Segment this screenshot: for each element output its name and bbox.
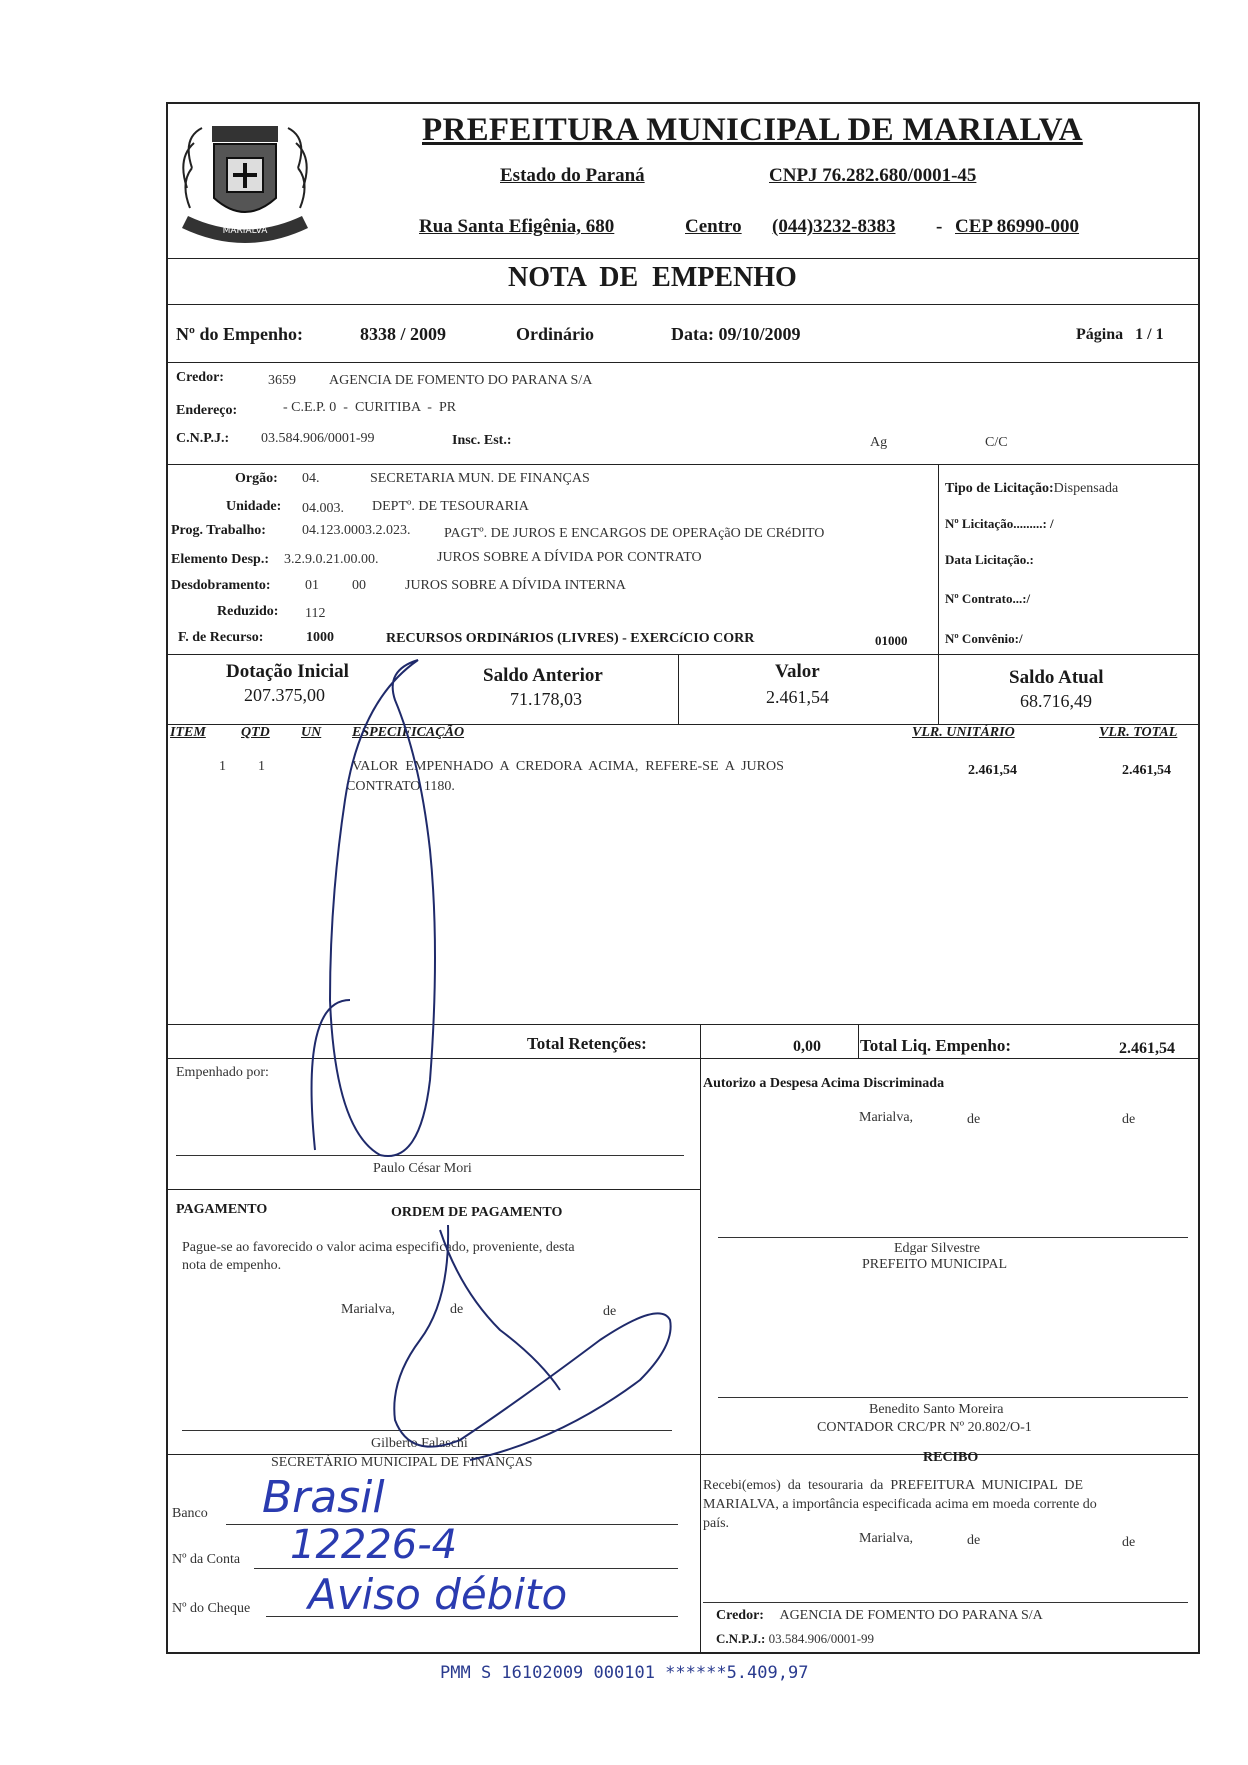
pagamento-signer-role: SECRETÁRIO MUNICIPAL DE FINANÇAS [271,1455,533,1470]
credor-name: AGENCIA DE FOMENTO DO PARANA S/A [329,373,593,388]
pagamento-label: PAGAMENTO [176,1202,268,1217]
saldo-atual-value: 68.716,49 [1020,691,1092,711]
retencoes-value: 0,00 [793,1038,821,1055]
signer1-role: PREFEITO MUNICIPAL [862,1257,1008,1272]
ag-label: Ag [870,435,888,450]
valor-label: Valor [775,661,820,682]
cep-label: CEP 86990-000 [955,216,1080,237]
col-especificacao: ESPECIFICAÇÃO [352,725,465,740]
district-label: Centro [685,216,742,237]
phone-label: (044)3232-8383 [772,216,896,237]
total-liq-label: Total Liq. Empenho: [860,1036,1011,1055]
col-item: ITEM [170,725,206,740]
recibo-city: Marialva, [859,1531,914,1546]
saldo-anterior-value: 71.178,03 [510,689,582,709]
col-qtd: QTD [241,725,270,740]
document-title: NOTA DE EMPENHO [508,262,797,293]
autorizo-label: Autorizo a Despesa Acima Discriminada [703,1076,945,1091]
recibo-text1: Recebi(emos) da tesouraria da PREFEITURA MUNICIPAL DE [703,1478,1084,1493]
cc-label: C/C [985,435,1008,450]
autorizo-de1: de [967,1112,981,1127]
prog-label: Prog. Trabalho: [171,523,266,538]
numero-convenio: Nº Convênio:/ [945,631,1023,646]
cheque-label: Nº do Cheque [172,1601,251,1616]
col-vlr-total: VLR. TOTAL [1099,725,1178,740]
cnpj-label: CNPJ 76.282.680/0001-45 [769,165,977,186]
prog-name: PAGTº. DE JUROS E ENCARGOS DE OPERAçãO DE CRéDITO [444,526,825,541]
orgao-name: SECRETARIA MUN. DE FINANÇAS [370,471,590,486]
empenho-label: Nº do Empenho: [176,324,303,344]
cnpj-credor-label: C.N.P.J.: [176,431,230,446]
row-unit-value: 2.461,54 [968,763,1017,778]
page-number: Página 1 / 1 [1076,326,1164,343]
desdobramento-code1: 01 [305,578,319,593]
empenhado-label: Empenhado por: [176,1065,269,1080]
desdobramento-label: Desdobramento: [171,578,271,593]
machine-stamp: PMM S 16102009 000101 ******5.409,97 [440,1663,809,1683]
signer2-name: Benedito Santo Moreira [869,1402,1004,1417]
pagamento-city: Marialva, [341,1302,396,1317]
banco-label: Banco [172,1506,208,1521]
reduzido-value: 112 [305,606,326,621]
autorizo-city: Marialva, [859,1110,914,1125]
elemento-label: Elemento Desp.: [171,552,269,567]
recibo-credor [716,1609,1043,1623]
orgao-code: 04. [302,471,320,486]
recibo-de2: de [1122,1535,1136,1550]
recibo-cnpj-value: 03.584.906/0001-99 [768,1631,875,1646]
row-qtd: 1 [258,759,265,774]
signer1-name: Edgar Silvestre [894,1241,980,1256]
recurso-code2: 01000 [875,633,908,648]
recibo-text3: país. [703,1516,730,1531]
recurso-label: F. de Recurso: [178,630,264,645]
retencoes-label: Total Retenções: [527,1034,647,1053]
pagamento-signer: Gilberto Falaschi [371,1436,468,1451]
tipo-licitacao-value: Dispensada [1053,481,1119,496]
recibo-cnpj-label: C.N.P.J.: [716,1631,766,1646]
row-total-value: 2.461,54 [1122,763,1171,778]
empenho-type: Ordinário [516,324,595,344]
page-title: PREFEITURA MUNICIPAL DE MARIALVA [422,112,1083,148]
orgao-label: Orgão: [235,471,278,486]
endereco-label: Endereço: [176,403,238,418]
recibo-credor-value: AGENCIA DE FOMENTO DO PARANA S/A [779,1608,1043,1623]
pagamento-text1: Pague-se ao favorecido o valor acima especificado, proveniente, desta [182,1240,575,1255]
desdobramento-name: JUROS SOBRE A DÍVIDA INTERNA [405,578,626,593]
cheque-handwritten: Aviso débito [308,1570,568,1619]
dotacao-label: Dotação Inicial [226,661,349,682]
saldo-atual-label: Saldo Atual [1009,667,1104,688]
ordem-pagamento: ORDEM DE PAGAMENTO [391,1205,563,1220]
numero-contrato: Nº Contrato...:/ [945,591,1031,606]
row-desc-line2: CONTRATO 1180. [346,779,455,794]
elemento-code: 3.2.9.0.21.00.00. [284,552,379,567]
recibo-title: RECIBO [923,1450,979,1465]
header-separator: - [936,216,943,237]
state-label: Estado do Paraná [500,165,645,186]
address-label: Rua Santa Efigênia, 680 [419,216,615,237]
conta-label: Nº da Conta [172,1552,241,1567]
empenho-number: 8338 / 2009 [360,324,447,344]
total-liq-value: 2.461,54 [1119,1040,1175,1057]
unidade-code: 04.003. [302,501,344,516]
endereco-value: - C.E.P. 0 - CURITIBA - PR [283,400,457,415]
numero-licitacao: Nº Licitação.........: / [945,516,1054,531]
empenho-date: Data: 09/10/2009 [671,324,801,344]
svg-text:MARIALVA: MARIALVA [222,226,268,236]
signer2-role: CONTADOR CRC/PR Nº 20.802/O-1 [817,1420,1032,1435]
reduzido-label: Reduzido: [217,604,279,619]
desdobramento-code2: 00 [352,578,366,593]
col-vlr-unitario: VLR. UNITÁRIO [912,725,1015,740]
unidade-label: Unidade: [226,499,282,514]
pagamento-de2: de [603,1304,617,1319]
col-un: UN [301,725,322,740]
data-licitacao: Data Licitação.: [945,552,1034,567]
elemento-name: JUROS SOBRE A DÍVIDA POR CONTRATO [437,550,702,565]
dotacao-value: 207.375,00 [244,685,325,705]
autorizo-de2: de [1122,1112,1136,1127]
cnpj-credor-value: 03.584.906/0001-99 [261,431,375,446]
recibo-de1: de [967,1533,981,1548]
recibo-text2: MARIALVA, a importância especificada acima em moeda corrente do [703,1497,1097,1512]
conta-handwritten: 12226-4 [290,1522,458,1568]
recibo-credor-label: Credor: [716,1608,764,1623]
tipo-licitacao-label: Tipo de Licitação: [945,481,1054,496]
credor-label: Credor: [176,370,224,385]
tipo-licitacao [945,482,1118,496]
saldo-anterior-label: Saldo Anterior [483,665,603,686]
recibo-cnpj [716,1632,874,1645]
recurso-code: 1000 [306,630,334,645]
insc-label: Insc. Est.: [452,433,512,448]
row-item: 1 [219,759,226,774]
valor-value: 2.461,54 [766,687,829,707]
pagamento-de1: de [450,1302,464,1317]
banco-handwritten: Brasil [262,1472,385,1523]
prog-code: 04.123.0003.2.023. [302,523,411,538]
unidade-name: DEPTº. DE TESOURARIA [372,499,529,514]
pagamento-text2: nota de empenho. [182,1258,282,1273]
recurso-name: RECURSOS ORDINáRIOS (LIVRES) - EXERCíCIO CORR [386,631,755,646]
row-desc-line1: VALOR EMPENHADO A CREDORA ACIMA, REFERE-SE A JUROS [352,759,784,774]
empenhado-name: Paulo César Mori [373,1161,472,1176]
credor-code: 3659 [268,373,296,388]
